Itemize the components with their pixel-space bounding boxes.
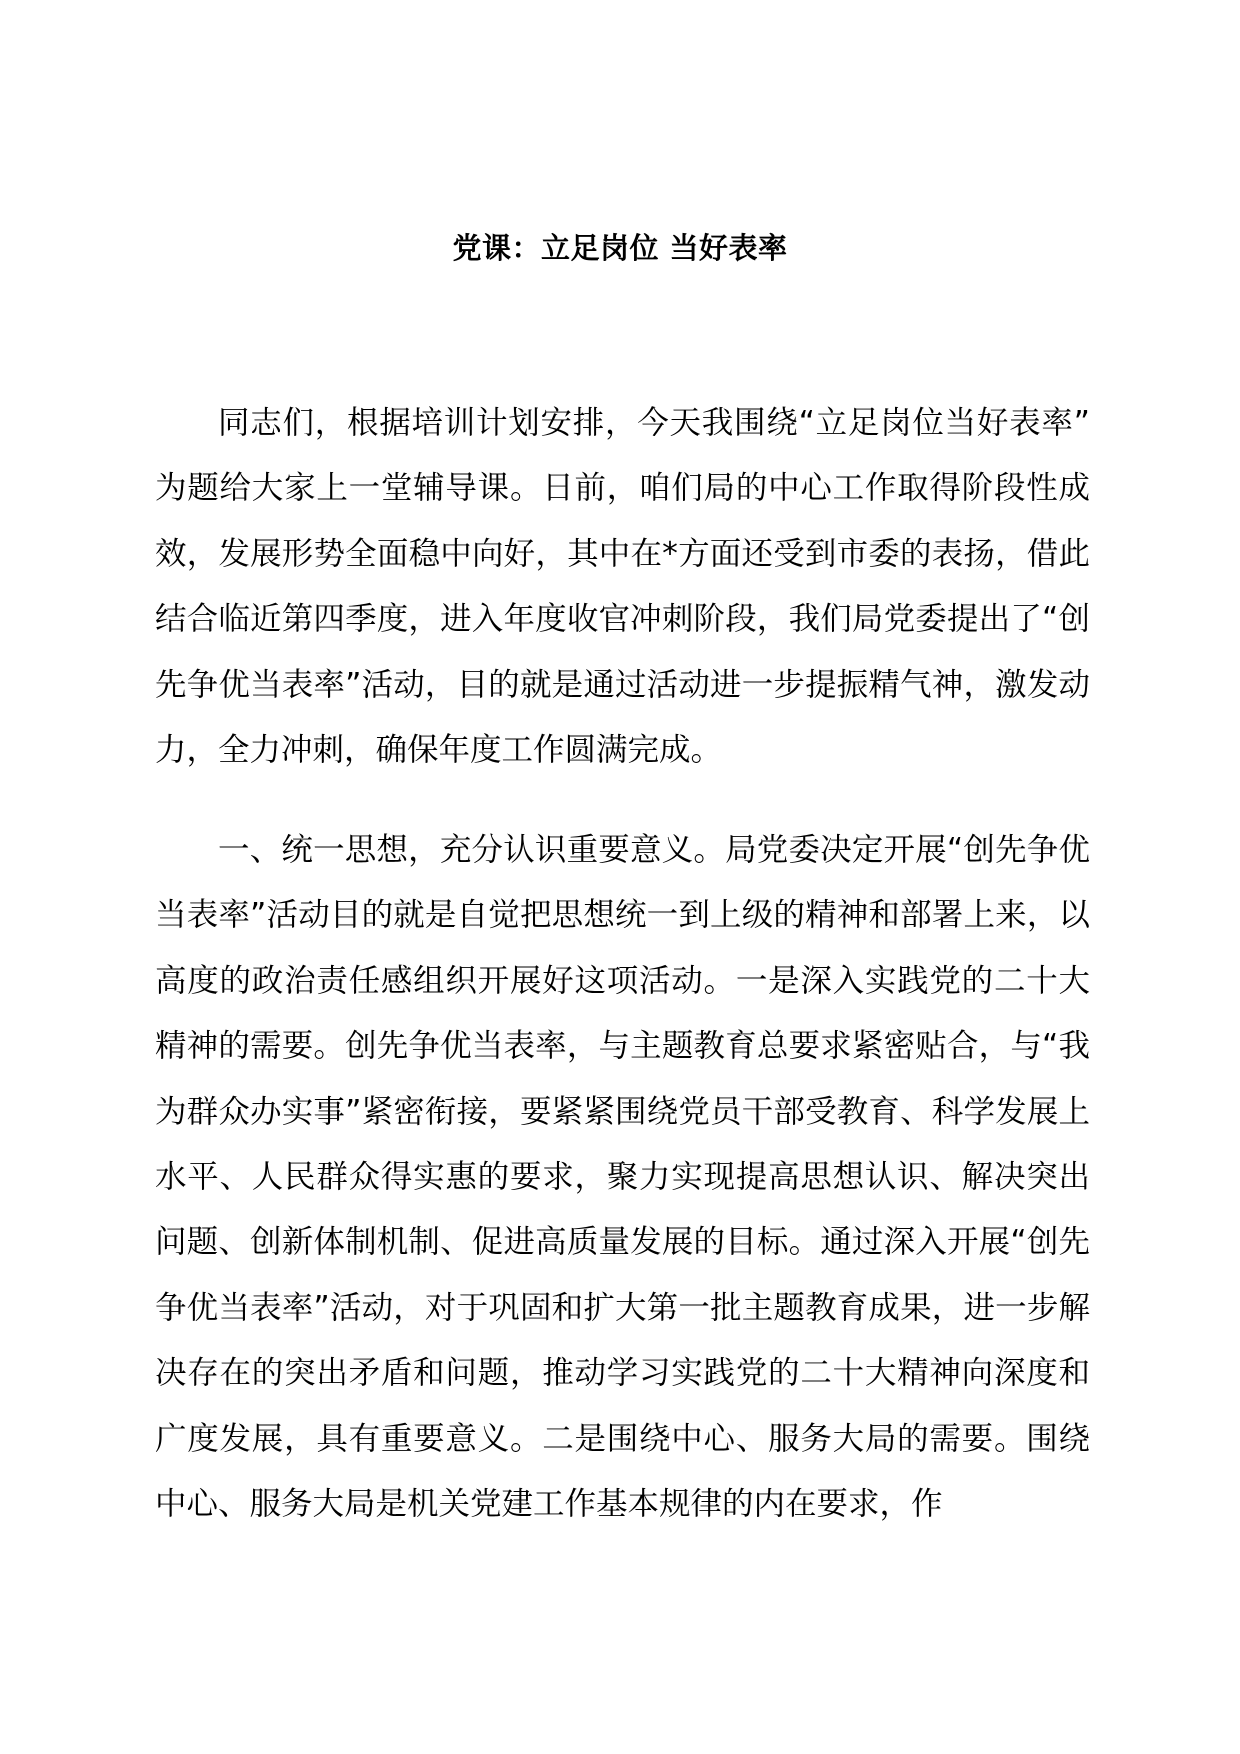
paragraph-introduction: 同志们，根据培训计划安排，今天我围绕“立足岗位当好表率”为题给大家上一堂辅导课。日前，咱们局的中心工作取得阶段性成效，发展形势全面稳中向好，其中在*方面还受到市委的表扬，借此结合临近第四季度，进入年度收官冲刺阶段，我们局党委提出了“创先争优当表率”活动，目的就是通过活动进一步提振精气神，激发动力，全力冲刺，确保年度工作圆满完成。 — [155, 405, 1090, 769]
document-title: 党课：立足岗位 当好表率 — [452, 231, 788, 265]
paragraph-section-one: 一、统一思想，充分认识重要意义。局党委决定开展“创先争优当表率”活动目的就是自觉把思想统一到上级的精神和部署上来，以高度的政治责任感组织开展好这项活动。一是深入实践党的二十大精神的需要。创先争优当表率，与主题教育总要求紧密贴合，与“我为群众办实事”紧密衔接，要紧紧围绕党员干部受教育、科学发展上水平、人民群众得实惠的要求，聚力实现提高思想认识、解决突出问题、创新体制机制、促进高质量发展的目标。通过深入开展“创先争优当表率”活动，对于巩固和扩大第一批主题教育成果，进一步解决存在的突出矛盾和问题，推动学习实践党的二十大精神向深度和广度发展，具有重要意义。二是围绕中心、服务大局的需要。围绕中心、服务大局是机关党建工作基本规律的内在要求，作 — [155, 832, 1090, 1523]
